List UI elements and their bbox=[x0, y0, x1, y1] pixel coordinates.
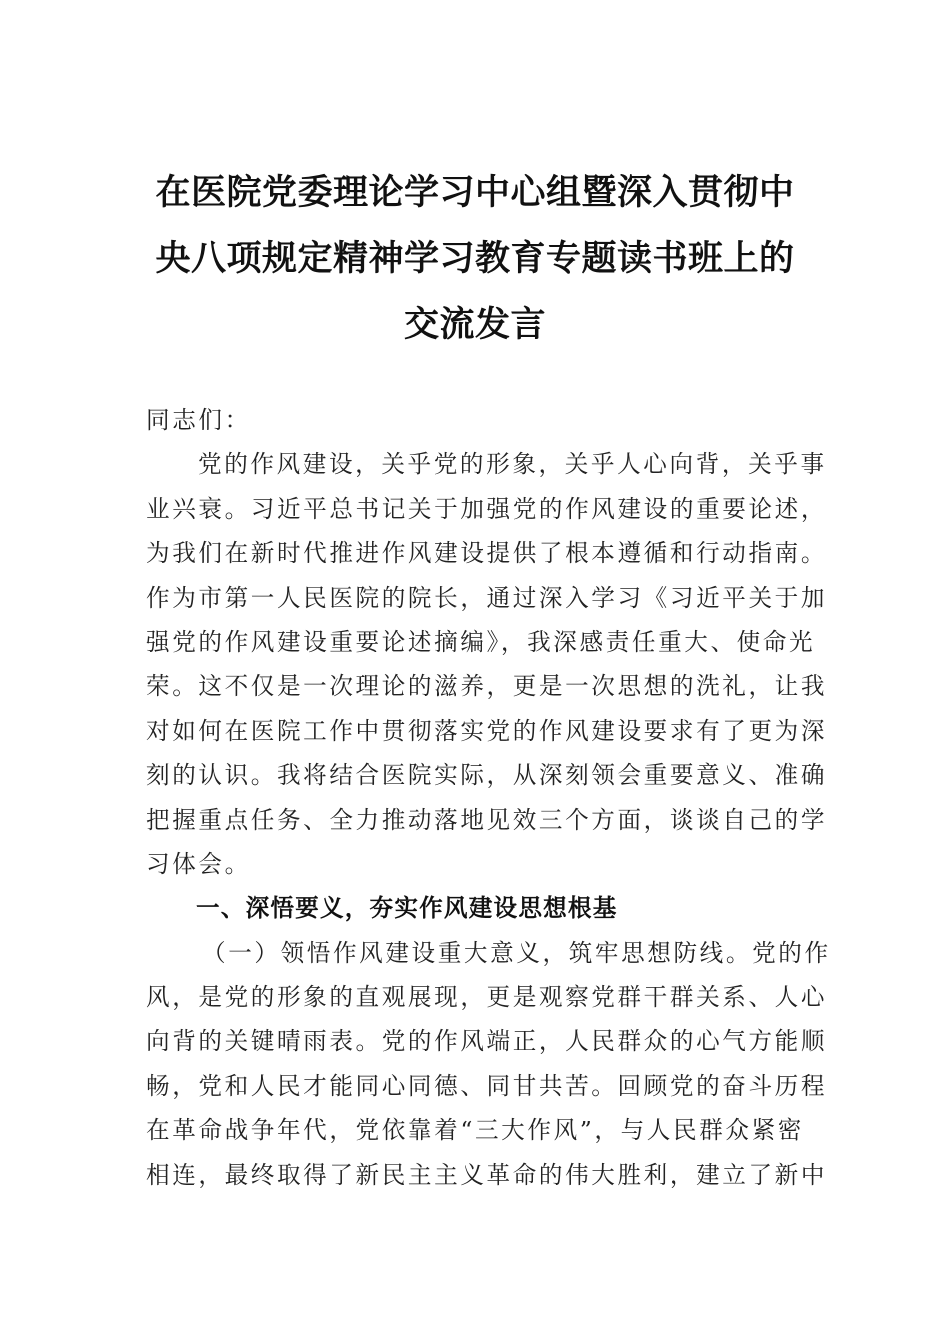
paragraph-line: 相连，最终取得了新民主主义革命的伟大胜利，建立了新中 bbox=[146, 1160, 828, 1189]
paragraph-intro bbox=[146, 442, 828, 886]
title-line: 在医院党委理论学习中心组暨深入贯彻中 bbox=[155, 173, 795, 213]
paragraph-line: （一）领悟作风建设重大意义，筑牢思想防线。党的作 bbox=[202, 938, 831, 967]
paragraph-line: 向背的关键晴雨表。党的作风端正，人民群众的心气方能顺 bbox=[146, 1027, 828, 1056]
paragraph-section1 bbox=[146, 931, 831, 1197]
salutation: 同志们： bbox=[146, 406, 251, 434]
paragraph-line: 党的作风建设，关乎党的形象，关乎人心向背，关乎事 bbox=[198, 450, 827, 479]
paragraph-line: 为我们在新时代推进作风建设提供了根本遵循和行动指南。 bbox=[146, 539, 828, 568]
title-line: 交流发言 bbox=[403, 305, 546, 345]
paragraph-line: 对如何在医院工作中贯彻落实党的作风建设要求有了更为深 bbox=[146, 716, 828, 745]
document-body bbox=[146, 398, 831, 1197]
paragraph-line: 习体会。 bbox=[146, 849, 251, 878]
paragraph-line: 畅，党和人民才能同心同德、同甘共苦。回顾党的奋斗历程 bbox=[146, 1071, 828, 1100]
section-heading: 一、深悟要义，夯实作风建设思想根基 bbox=[196, 894, 618, 923]
paragraph-line: 把握重点任务、全力推动落地见效三个方面，谈谈自己的学 bbox=[146, 805, 828, 834]
paragraph-line: 业兴衰。习近平总书记关于加强党的作风建设的重要论述， bbox=[146, 494, 828, 523]
paragraph-line: 在革命战争年代，党依靠着“三大作风”，与人民群众紧密 bbox=[146, 1116, 804, 1145]
paragraph-line: 刻的认识。我将结合医院实际，从深刻领会重要意义、准确 bbox=[146, 761, 828, 790]
paragraph-line: 荣。这不仅是一次理论的滋养，更是一次思想的洗礼，让我 bbox=[146, 672, 828, 701]
paragraph-line: 风，是党的形象的直观展现，更是观察党群干群关系、人心 bbox=[146, 983, 828, 1012]
paragraph-line: 强党的作风建设重要论述摘编》，我深感责任重大、使命光 bbox=[146, 627, 816, 656]
paragraph-line: 作为市第一人民医院的院长，通过深入学习《习近平关于加 bbox=[146, 583, 828, 612]
title-line: 央八项规定精神学习教育专题读书班上的 bbox=[155, 239, 795, 279]
document-title bbox=[110, 160, 840, 358]
